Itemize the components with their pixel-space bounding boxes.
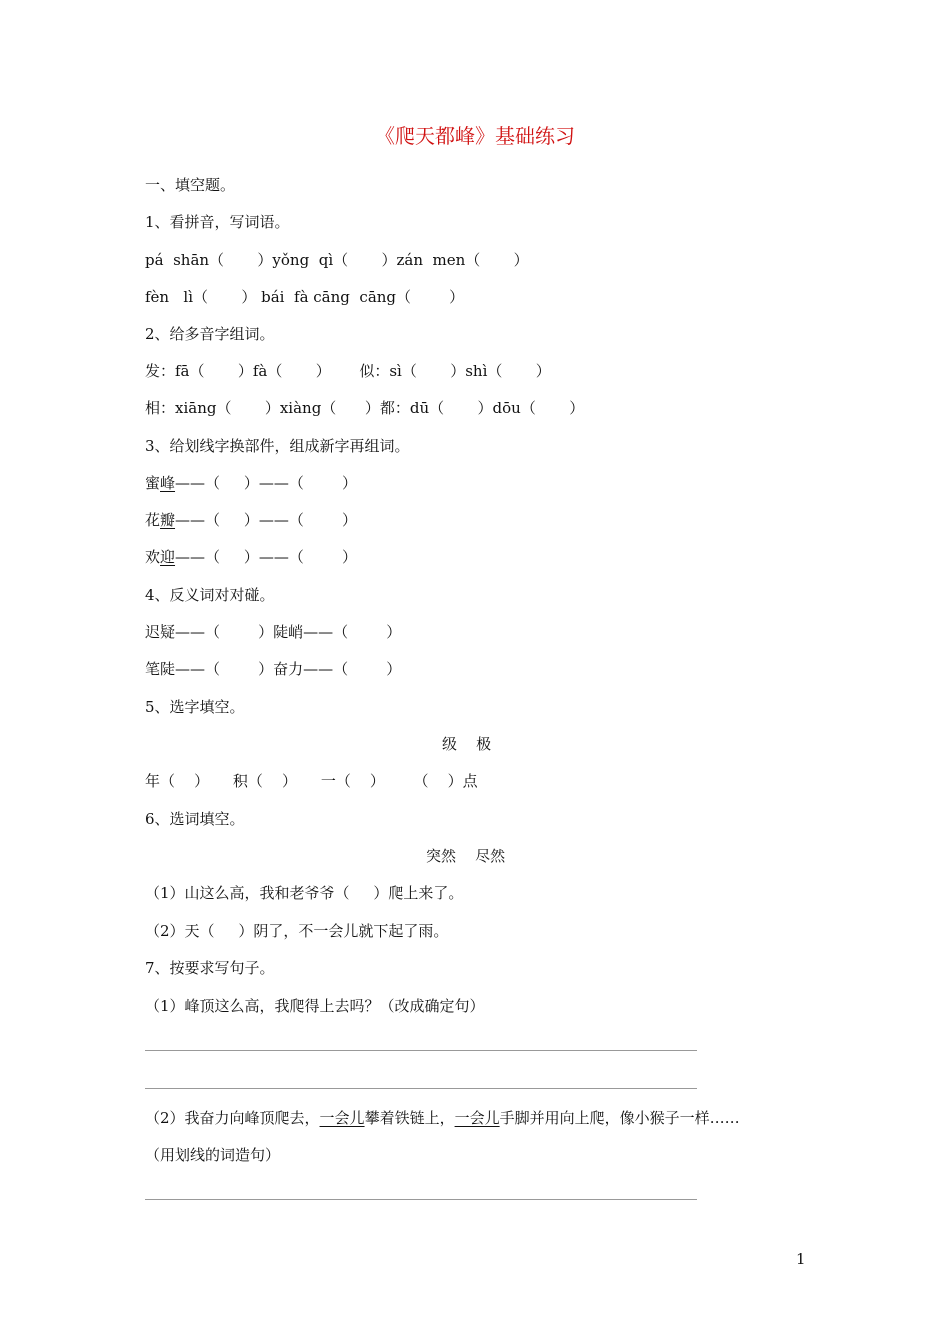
question-4-row-1: 迟疑——（ ）陡峭——（ ）	[145, 623, 402, 641]
page-title: 《爬天都峰》基础练习	[375, 124, 575, 148]
question-3-item	[145, 547, 357, 567]
question-7-sentence-2	[145, 1108, 740, 1128]
answer-line	[145, 1088, 697, 1089]
question-2-label: 2、给多音字组词。	[145, 325, 275, 343]
answer-line	[145, 1050, 697, 1051]
question-6-label: 6、选词填空。	[145, 810, 245, 828]
question-7-sentence-1: （1）峰顶这么高，我爬得上去吗？（改成确定句）	[145, 997, 485, 1015]
question-5-choices: 级 极	[442, 735, 492, 753]
question-5-label: 5、选字填空。	[145, 698, 245, 716]
underlined-char: 迎	[160, 548, 176, 566]
underlined-char: 峰	[160, 474, 176, 492]
question-3-item	[145, 510, 357, 530]
question-4-label: 4、反义词对对碰。	[145, 586, 275, 604]
underlined-word: 一会儿	[454, 1109, 500, 1127]
section-heading: 一、填空题。	[145, 176, 236, 194]
underlined-char: 瓣	[160, 511, 176, 529]
question-6-sentence-2: （2）天（ ）阴了，不一会儿就下起了雨。	[145, 922, 449, 940]
question-7-label: 7、按要求写句子。	[145, 959, 275, 977]
sentence-part: 手脚并用向上爬，像小猴子一样……	[499, 1109, 740, 1127]
question-1-row-2: fèn lì（ ） bái fà cāng cāng（ ）	[145, 288, 465, 306]
word-prefix: 花	[145, 511, 161, 529]
sentence-part: 攀着铁链上，	[364, 1109, 455, 1127]
question-3-item	[145, 473, 357, 493]
answer-line	[145, 1199, 697, 1200]
page-number: 1	[796, 1250, 806, 1268]
question-2-row-2: 相：xiāng（ ）xiàng（ ）都：dū（ ）dōu（ ）	[145, 399, 585, 417]
question-6-sentence-1: （1）山这么高，我和老爷爷（ ）爬上来了。	[145, 884, 464, 902]
question-7-note: （用划线的词造句）	[145, 1146, 281, 1164]
blanks: ——（ ）——（ ）	[175, 548, 358, 566]
question-3-label: 3、给划线字换部件，组成新字再组词。	[145, 437, 410, 455]
sentence-part: （2）我奋力向峰顶爬去，	[145, 1109, 320, 1127]
question-6-choices: 突然 尽然	[426, 847, 506, 865]
word-prefix: 欢	[145, 548, 161, 566]
blanks: ——（ ）——（ ）	[175, 511, 358, 529]
question-2-row-1: 发：fā（ ）fà（ ） 似：sì（ ）shì（ ）	[145, 362, 551, 380]
question-1-row-1: pá shān（ ）yǒng qì（ ）zán men（ ）	[145, 251, 529, 269]
blanks: ——（ ）——（ ）	[175, 474, 358, 492]
underlined-word: 一会儿	[319, 1109, 365, 1127]
word-prefix: 蜜	[145, 474, 161, 492]
question-4-row-2: 笔陡——（ ）奋力——（ ）	[145, 660, 402, 678]
question-1-label: 1、看拼音，写词语。	[145, 213, 290, 231]
question-5-row: 年（ ） 积（ ） 一（ ） （ ）点	[145, 772, 478, 790]
